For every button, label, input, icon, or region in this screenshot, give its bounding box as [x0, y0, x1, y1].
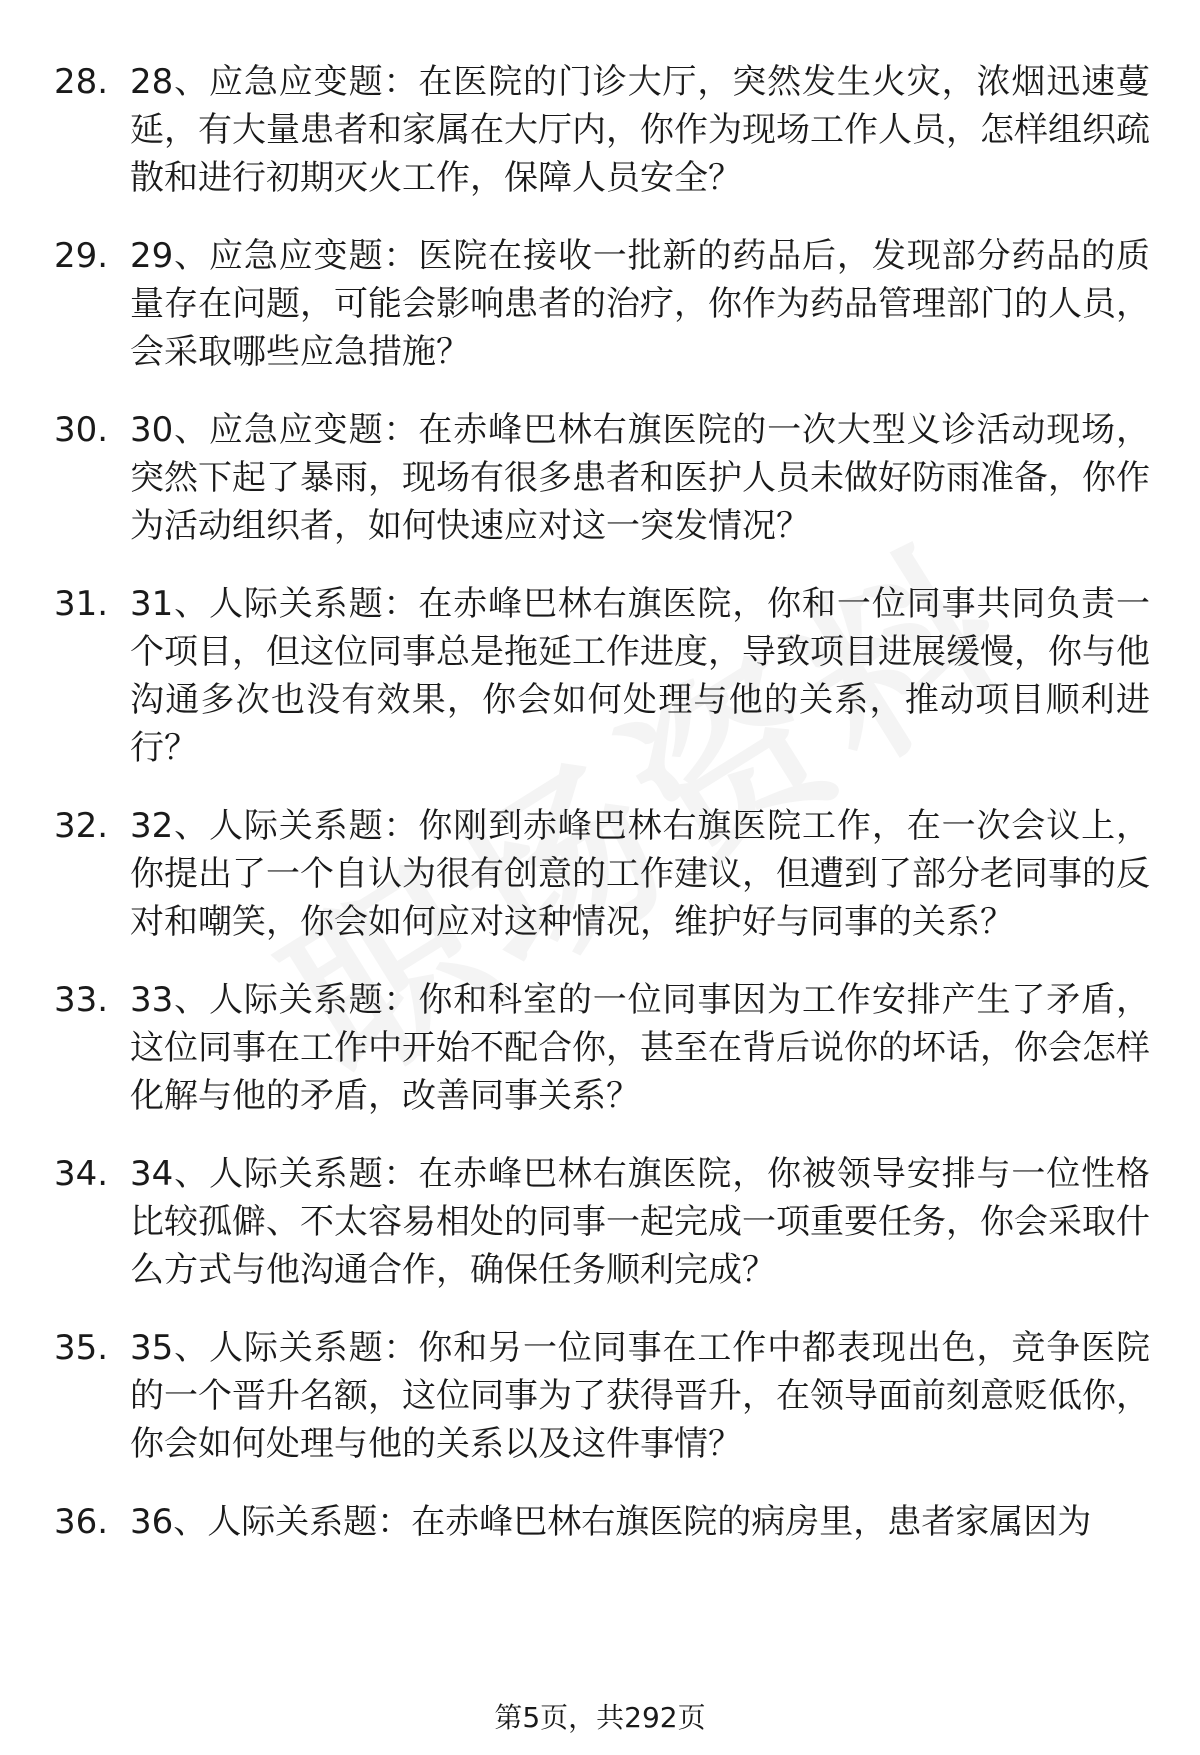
- question-item: [0, 1150, 1200, 1294]
- question-number: 28.: [54, 62, 109, 102]
- question-item: [0, 232, 1200, 376]
- question-number: 29.: [54, 236, 109, 276]
- question-item: [0, 406, 1200, 550]
- question-number: 34.: [54, 1154, 109, 1194]
- question-number: 32.: [54, 806, 109, 846]
- question-number: 36.: [54, 1502, 109, 1542]
- question-text: 34、人际关系题：在赤峰巴林右旗医院，你被领导安排与一位性格比较孤僻、不太容易相处的同事一起完成一项重要任务，你会采取什么方式与他沟通合作，确保任务顺利完成？: [130, 1154, 1150, 1290]
- question-item: [0, 802, 1200, 946]
- question-number: 35.: [54, 1328, 109, 1368]
- question-item: [0, 58, 1200, 202]
- question-text: 35、人际关系题：你和另一位同事在工作中都表现出色，竞争医院的一个晋升名额，这位同事为了获得晋升，在领导面前刻意贬低你，你会如何处理与他的关系以及这件事情？: [130, 1328, 1150, 1464]
- question-number: 33.: [54, 980, 109, 1020]
- question-item: [0, 1324, 1200, 1468]
- question-text: 28、应急应变题：在医院的门诊大厅，突然发生火灾，浓烟迅速蔓延，有大量患者和家属在大厅内，你作为现场工作人员，怎样组织疏散和进行初期灭火工作，保障人员安全？: [130, 62, 1150, 198]
- question-number: 30.: [54, 410, 109, 450]
- question-item: [0, 1498, 1200, 1546]
- question-text: 36、人际关系题：在赤峰巴林右旗医院的病房里，患者家属因为: [130, 1502, 1092, 1542]
- question-number: 31.: [54, 584, 109, 624]
- question-text: 30、应急应变题：在赤峰巴林右旗医院的一次大型义诊活动现场，突然下起了暴雨，现场有很多患者和医护人员未做好防雨准备，你作为活动组织者，如何快速应对这一突发情况？: [130, 410, 1150, 546]
- question-item: [0, 976, 1200, 1120]
- question-text: 31、人际关系题：在赤峰巴林右旗医院，你和一位同事共同负责一个项目，但这位同事总是拖延工作进度，导致项目进展缓慢，你与他沟通多次也没有效果，你会如何处理与他的关系，推动项目顺利进行？: [130, 584, 1150, 768]
- question-item: [0, 580, 1200, 772]
- question-list: [0, 58, 1200, 1576]
- question-text: 32、人际关系题：你刚到赤峰巴林右旗医院工作，在一次会议上，你提出了一个自认为很有创意的工作建议，但遭到了部分老同事的反对和嘲笑，你会如何应对这种情况，维护好与同事的关系？: [130, 806, 1150, 942]
- page-footer: 第5页，共292页: [494, 1701, 706, 1734]
- question-text: 33、人际关系题：你和科室的一位同事因为工作安排产生了矛盾，这位同事在工作中开始不配合你，甚至在背后说你的坏话，你会怎样化解与他的矛盾，改善同事关系？: [130, 980, 1150, 1116]
- question-text: 29、应急应变题：医院在接收一批新的药品后，发现部分药品的质量存在问题，可能会影响患者的治疗，你作为药品管理部门的人员，会采取哪些应急措施？: [130, 236, 1150, 372]
